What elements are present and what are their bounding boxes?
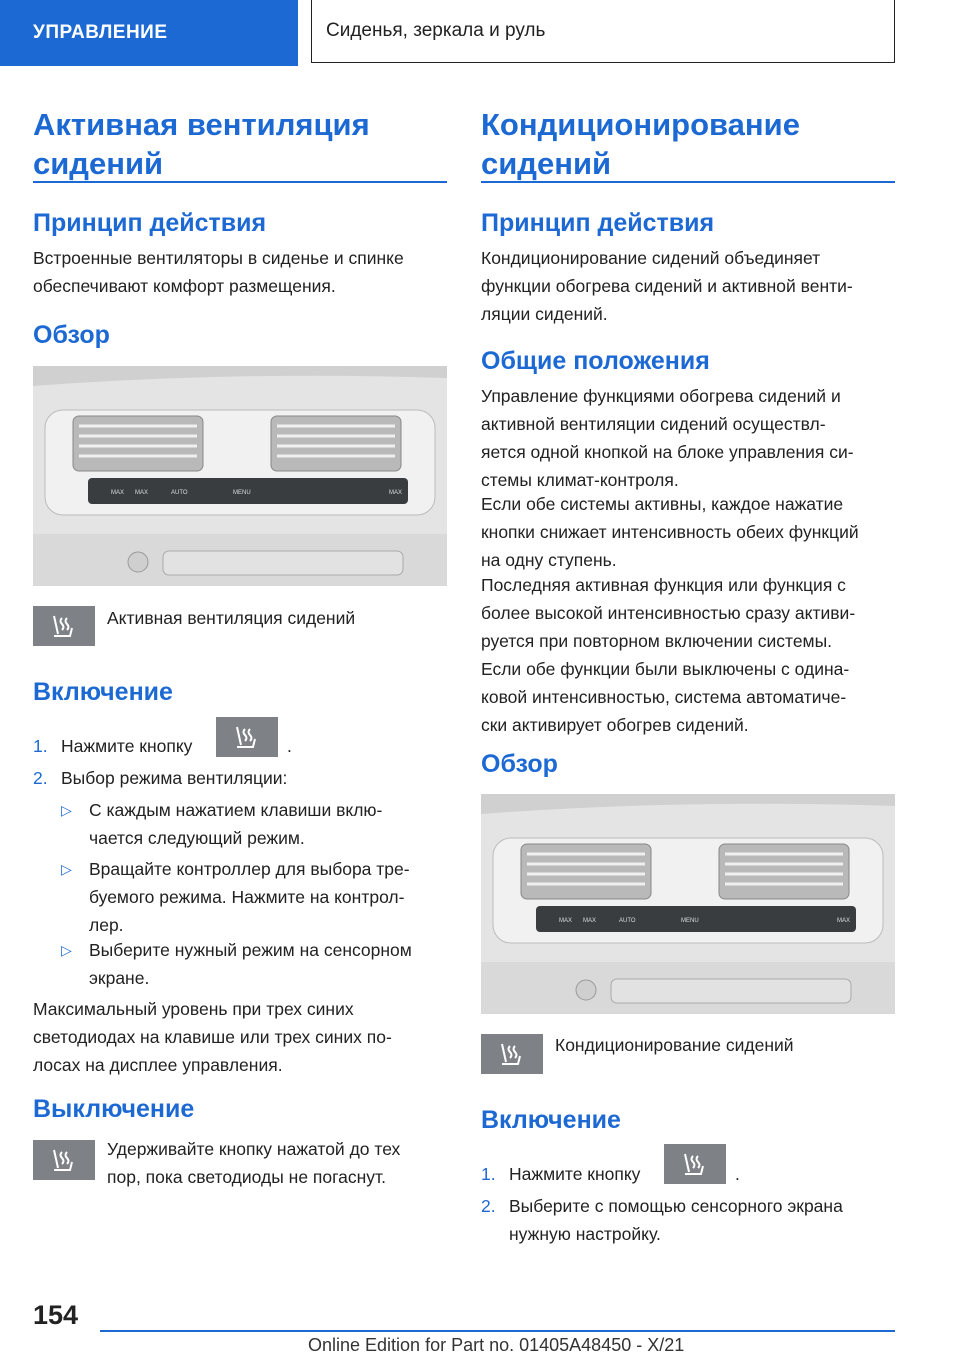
bullet-3-line1: Выберите нужный режим на сенсорном bbox=[89, 940, 412, 960]
climate-panel-illustration bbox=[33, 366, 447, 586]
right-step2-number: 2. bbox=[481, 1196, 496, 1216]
bullet-2-text bbox=[89, 855, 410, 939]
left-max-text bbox=[33, 995, 392, 1079]
left-off-line1: Удерживайте кнопку нажатой до тех bbox=[107, 1139, 401, 1159]
bullet-1-text bbox=[89, 796, 382, 852]
right-title-line2: сидений bbox=[481, 146, 612, 181]
ventilation-button-inline-icon bbox=[216, 717, 278, 757]
section-tab bbox=[0, 0, 298, 66]
right-principle-line3: ляции сидений. bbox=[481, 304, 608, 324]
bullet-2-line2: буемого режима. Нажмите на контрол- bbox=[89, 887, 405, 907]
left-step1-number: 1. bbox=[33, 736, 48, 756]
bullet-3-text bbox=[89, 936, 412, 992]
chapter-label: Сиденья, зеркала и руль bbox=[326, 20, 546, 41]
panel2-label-max-2: MAX bbox=[583, 918, 597, 924]
panel-label-max-2: MAX bbox=[135, 490, 149, 496]
right-g2-line1: Если обе системы активны, каждое нажатие bbox=[481, 494, 844, 514]
right-step1-text: Нажмите кнопку bbox=[509, 1164, 641, 1184]
right-g2-line3: на одну ступень. bbox=[481, 550, 617, 570]
panel-label-max-3: MAX bbox=[389, 490, 403, 496]
chapter-tab bbox=[311, 0, 895, 63]
right-g1-line1: Управление функциями обогрева сидений и bbox=[481, 386, 841, 406]
bullet-marker-2: ▷ bbox=[61, 861, 72, 877]
right-g3-line1: Последняя активная функция или функция с bbox=[481, 575, 846, 595]
right-step1-number: 1. bbox=[481, 1164, 496, 1184]
right-principle-text bbox=[481, 244, 853, 328]
left-principle-line1: Встроенные вентиляторы в сиденье и спинке bbox=[33, 248, 404, 268]
right-general-para3 bbox=[481, 571, 855, 739]
left-title-line2: сидений bbox=[33, 146, 164, 181]
left-principle-line2: обеспечивают комфорт размещения. bbox=[33, 276, 336, 296]
right-step2-line1: Выберите с помощью сенсорного экрана bbox=[509, 1196, 843, 1216]
left-title-rule bbox=[33, 181, 447, 183]
right-general-para1 bbox=[481, 382, 854, 494]
panel-label-menu: MENU bbox=[233, 490, 251, 496]
right-step1-end: . bbox=[735, 1164, 740, 1184]
right-general-para2 bbox=[481, 490, 859, 574]
left-step2-text: Выбор режима вентиляции: bbox=[61, 768, 288, 788]
left-title-line1: Активная вентиляция bbox=[33, 107, 370, 142]
left-title bbox=[33, 105, 370, 183]
right-g1-line3: яется одной кнопкой на блоке управления си- bbox=[481, 442, 854, 462]
right-principle-line2: функции обогрева сидений и активной венти- bbox=[481, 276, 853, 296]
seat-fan-icon-inline bbox=[227, 721, 267, 753]
page-number: 154 bbox=[33, 1300, 79, 1330]
left-principle-heading: Принцип действия bbox=[33, 209, 267, 237]
left-off-line2: пор, пока светодиоды не погаснут. bbox=[107, 1167, 386, 1187]
footer-edition: Online Edition for Part no. 01405A48450 - X/21 bbox=[308, 1335, 685, 1355]
conditioning-button-icon bbox=[481, 1034, 543, 1074]
panel-label-auto: AUTO bbox=[171, 490, 188, 496]
left-max-line3: лосах на дисплее управления. bbox=[33, 1055, 283, 1075]
left-max-line1: Максимальный уровень при трех синих bbox=[33, 999, 354, 1019]
ventilation-button-icon bbox=[33, 606, 95, 646]
climate-panel-photo bbox=[33, 366, 447, 586]
seat-climate-icon bbox=[492, 1038, 532, 1070]
left-off-text bbox=[107, 1135, 400, 1191]
left-off-heading: Выключение bbox=[33, 1095, 195, 1123]
right-g3-line2: более высокой интенсивностью сразу активи- bbox=[481, 603, 856, 623]
right-g3-line3: руется при повторном включении системы. bbox=[481, 631, 833, 651]
right-g3-line6: ски активирует обогрев сидений. bbox=[481, 715, 749, 735]
left-step1-end: . bbox=[287, 736, 292, 756]
right-title-rule bbox=[481, 181, 895, 183]
right-title-line1: Кондиционирование bbox=[481, 107, 800, 142]
right-step2-line2: нужную настройку. bbox=[509, 1224, 661, 1244]
left-overview-heading: Обзор bbox=[33, 321, 110, 349]
left-step2-number: 2. bbox=[33, 768, 48, 788]
left-principle-text bbox=[33, 244, 404, 300]
right-principle-heading: Принцип действия bbox=[481, 209, 715, 237]
section-label: УПРАВЛЕНИЕ bbox=[33, 22, 168, 43]
conditioning-button-inline-icon bbox=[664, 1144, 726, 1184]
left-caption: Активная вентиляция сидений bbox=[107, 608, 356, 628]
footer-rule bbox=[100, 1330, 895, 1332]
bullet-1-line2: чается следующий режим. bbox=[89, 828, 305, 848]
right-caption: Кондиционирование сидений bbox=[555, 1035, 794, 1055]
bullet-marker-1: ▷ bbox=[61, 802, 72, 818]
right-overview-heading: Обзор bbox=[481, 750, 558, 778]
left-max-line2: светодиодах на клавише или трех синих по- bbox=[33, 1027, 392, 1047]
panel2-label-max-3: MAX bbox=[837, 918, 851, 924]
right-on-heading: Включение bbox=[481, 1106, 621, 1134]
bullet-2-line1: Вращайте контроллер для выбора тре- bbox=[89, 859, 410, 879]
ventilation-off-icon bbox=[33, 1140, 95, 1180]
climate-panel-illustration-2 bbox=[481, 794, 895, 1014]
right-g1-line4: стемы климат-контроля. bbox=[481, 470, 679, 490]
climate-panel-photo-2 bbox=[481, 794, 895, 1014]
panel2-label-auto: AUTO bbox=[619, 918, 636, 924]
right-g3-line4: Если обе функции были выключены с одина- bbox=[481, 659, 850, 679]
left-step1-text: Нажмите кнопку bbox=[61, 736, 193, 756]
seat-fan-icon bbox=[44, 610, 84, 642]
right-g2-line2: кнопки снижает интенсивность обеих функций bbox=[481, 522, 859, 542]
right-general-heading: Общие положения bbox=[481, 347, 710, 375]
right-principle-line1: Кондиционирование сидений объединяет bbox=[481, 248, 821, 268]
right-g1-line2: активной вентиляции сидений осуществл- bbox=[481, 414, 826, 434]
panel-label-max: MAX bbox=[111, 490, 125, 496]
left-on-heading: Включение bbox=[33, 678, 173, 706]
right-step2-text bbox=[509, 1192, 843, 1248]
right-title bbox=[481, 105, 800, 183]
right-g3-line5: ковой интенсивностью, система автоматиче- bbox=[481, 687, 847, 707]
bullet-1-line1: С каждым нажатием клавиши вклю- bbox=[89, 800, 383, 820]
bullet-marker-3: ▷ bbox=[61, 942, 72, 958]
panel2-label-menu: MENU bbox=[681, 918, 699, 924]
seat-fan-icon-off bbox=[44, 1144, 84, 1176]
panel2-label-max: MAX bbox=[559, 918, 573, 924]
seat-climate-icon-inline bbox=[675, 1148, 715, 1180]
bullet-2-line3: лер. bbox=[89, 915, 124, 935]
bullet-3-line2: экране. bbox=[89, 968, 150, 988]
